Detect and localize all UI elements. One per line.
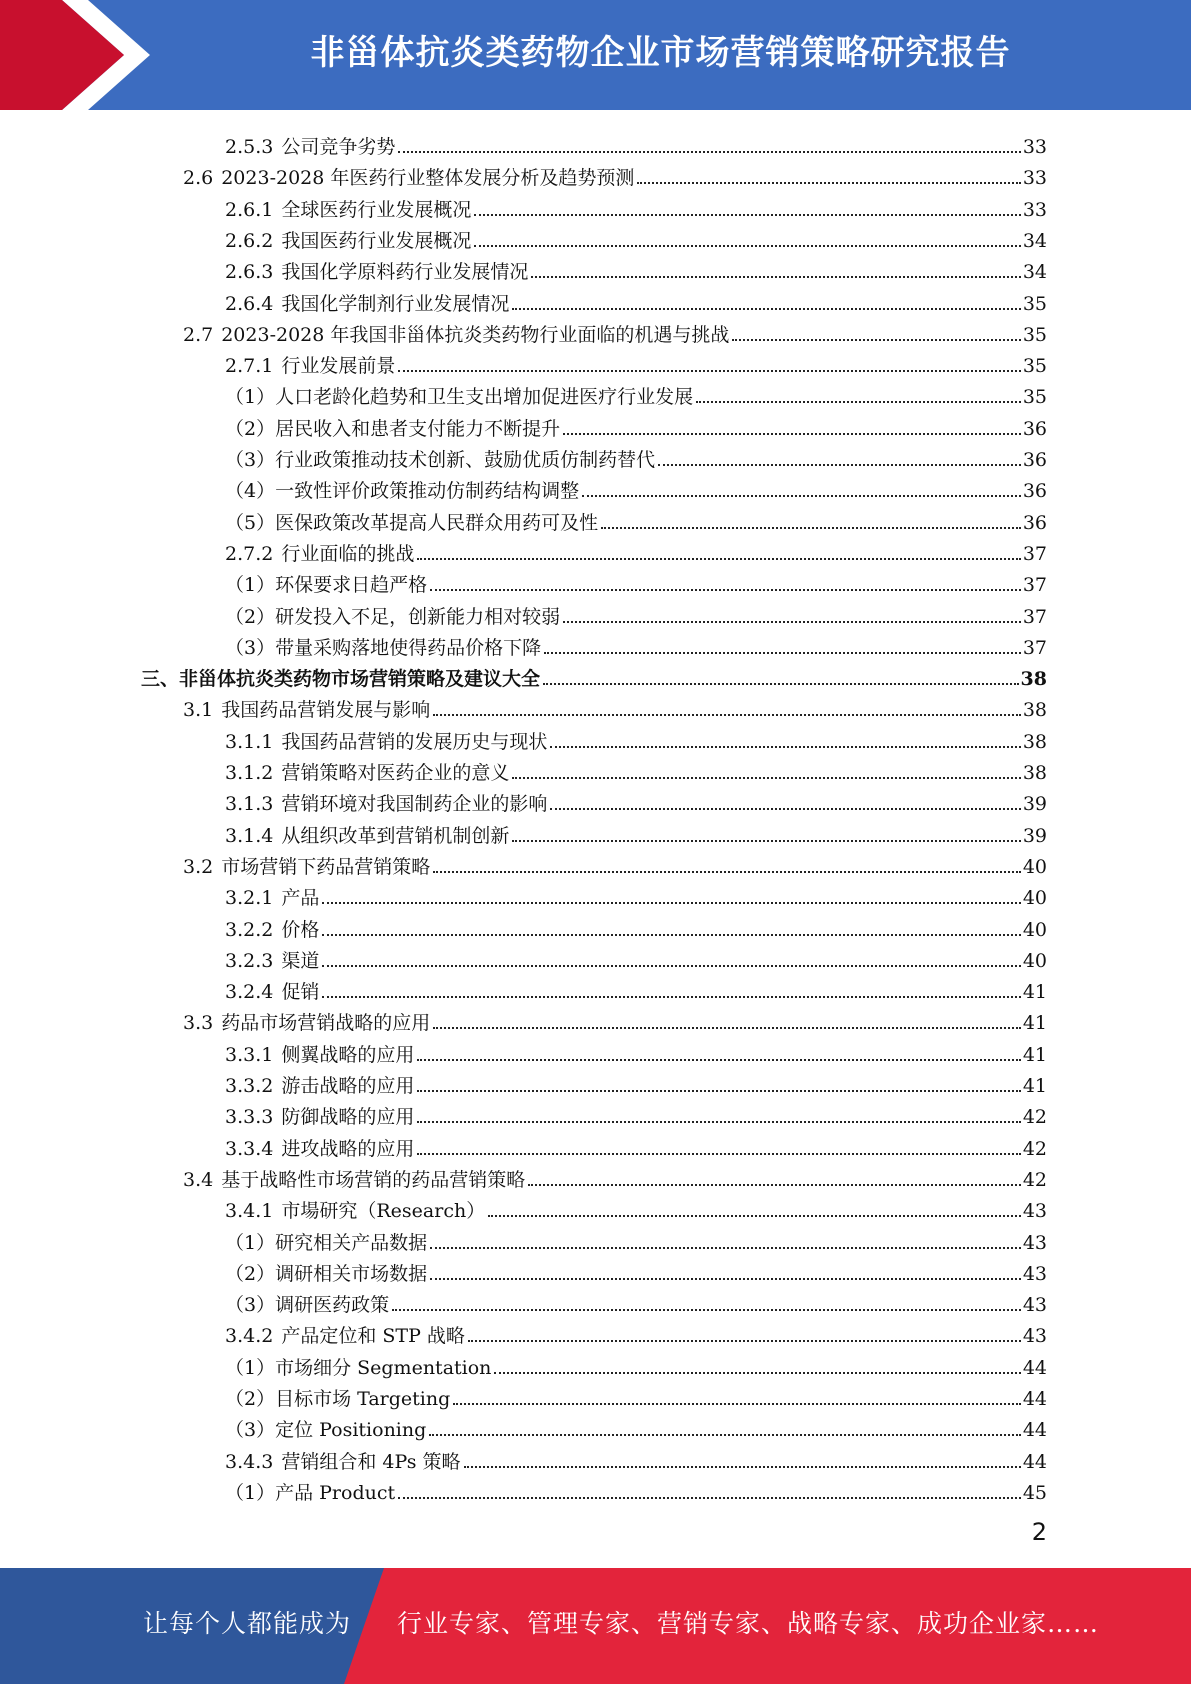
toc-entry-page: 35 (1022, 323, 1047, 346)
toc-dot-leader (430, 1278, 1021, 1280)
toc-entry-number: 2.6.2 (225, 229, 274, 252)
toc-entry-number: （5） (225, 511, 276, 534)
toc-entry[interactable] (183, 1004, 1047, 1035)
toc-dot-leader (563, 433, 1021, 435)
toc-entry-page: 43 (1022, 1325, 1047, 1348)
toc-entry-title: 调研相关市场数据 (275, 1262, 428, 1285)
toc-dot-leader (417, 1121, 1020, 1123)
toc-entry-page: 34 (1022, 261, 1047, 284)
toc-dot-leader (528, 1184, 1021, 1186)
toc-entry-number: 3.4.2 (225, 1325, 274, 1348)
toc-dot-leader (543, 683, 1019, 685)
toc-entry-page: 40 (1022, 887, 1047, 910)
toc-entry-page: 36 (1022, 449, 1047, 471)
toc-entry[interactable] (225, 1067, 1047, 1098)
toc-entry-number: （3） (225, 1294, 276, 1317)
toc-dot-leader (433, 1027, 1021, 1029)
toc-dot-leader (417, 558, 1020, 560)
toc-entry-page: 41 (1022, 1043, 1047, 1066)
toc-entry-title: 定位 Positioning (275, 1419, 427, 1442)
toc-entry-title: 营销组合和 4Ps 策略 (281, 1450, 461, 1473)
toc-entry-title: 行业政策推动技术创新、鼓励优质仿制药替代 (275, 449, 656, 471)
toc-entry-title: 研究相关产品数据 (275, 1231, 428, 1254)
toc-entry-number: 3.1.3 (225, 793, 274, 816)
toc-entry-page: 44 (1022, 1388, 1047, 1410)
toc-dot-leader (398, 370, 1020, 372)
toc-entry-title: 我国化学原料药行业发展情况 (281, 261, 529, 284)
toc-entry[interactable] (225, 472, 1047, 503)
toc-entry[interactable] (225, 817, 1047, 848)
toc-entry[interactable] (225, 566, 1047, 597)
toc-dot-leader (430, 589, 1021, 591)
toc-dot-leader (582, 495, 1021, 497)
toc-entry[interactable] (225, 378, 1047, 409)
toc-entry-title: 防御战略的应用 (281, 1106, 415, 1129)
toc-entry[interactable] (225, 1411, 1047, 1442)
toc-entry-title: 公司竞争劣势 (281, 136, 396, 158)
toc-dot-leader (464, 1466, 1021, 1468)
toc-dot-leader (696, 401, 1021, 403)
toc-entry-number: 3.2 (183, 855, 214, 878)
toc-entry-page: 41 (1022, 1012, 1047, 1035)
toc-entry[interactable] (225, 723, 1047, 754)
toc-entry-title: 营销策略对医药企业的意义 (281, 762, 510, 784)
toc-entry[interactable] (225, 942, 1047, 973)
toc-dot-leader (512, 840, 1020, 842)
toc-entry-number: 3.2.3 (225, 949, 274, 972)
toc-entry-number: 3.1.4 (225, 824, 274, 847)
toc-entry[interactable] (225, 911, 1047, 942)
toc-entry-number: 2.7.1 (225, 355, 274, 378)
toc-dot-leader (322, 902, 1020, 904)
toc-entry-number: 2.7.2 (225, 542, 274, 565)
toc-entry-number: 3.3.1 (225, 1043, 274, 1066)
toc-entry-page: 39 (1022, 824, 1047, 847)
toc-entry-number: 3.2.1 (225, 887, 274, 910)
toc-dot-leader (322, 965, 1020, 967)
toc-entry-title: 我国化学制剂行业发展情况 (281, 292, 510, 315)
toc-dot-leader (433, 714, 1021, 716)
page-header-banner (0, 0, 1191, 110)
toc-entry[interactable] (225, 1443, 1047, 1474)
report-title: 非甾体抗炎类药物企业市场营销策略研究报告 (310, 33, 1011, 73)
toc-entry[interactable] (225, 285, 1047, 316)
toc-entry-number: 2.6.1 (225, 198, 274, 221)
toc-entry-page: 40 (1022, 918, 1047, 941)
toc-dot-leader (429, 1434, 1021, 1436)
toc-entry-title: 环保要求日趋严格 (275, 574, 428, 597)
toc-entry-number: 3.3.2 (225, 1075, 274, 1097)
toc-entry-number: （2） (225, 417, 276, 440)
toc-entry-title: 营销环境对我国制药企业的影响 (281, 793, 548, 816)
toc-dot-leader (417, 1059, 1020, 1061)
toc-entry[interactable] (225, 128, 1047, 159)
toc-entry-title: 人口老龄化趋势和卫生支出增加促进医疗行业发展 (275, 386, 694, 409)
toc-dot-leader (658, 464, 1021, 466)
toc-entry-page: 44 (1022, 1450, 1047, 1473)
toc-entry[interactable] (225, 785, 1047, 816)
toc-entry-page: 33 (1022, 198, 1047, 221)
toc-entry-page: 35 (1022, 355, 1047, 378)
toc-entry[interactable] (183, 316, 1047, 347)
toc-entry[interactable] (225, 1349, 1047, 1380)
toc-entry-title: 产品定位和 STP 战略 (281, 1325, 465, 1348)
toc-entry-number: 2.5.3 (225, 136, 274, 158)
toc-dot-leader (398, 151, 1020, 153)
toc-entry[interactable] (225, 535, 1047, 566)
toc-entry-title: 药品市场营销战略的应用 (221, 1012, 431, 1035)
toc-entry[interactable] (225, 1192, 1047, 1223)
toc-entry-page: 33 (1022, 167, 1047, 190)
toc-entry-title: 渠道 (281, 949, 320, 972)
toc-entry[interactable] (225, 1317, 1047, 1348)
toc-entry[interactable] (225, 1474, 1047, 1505)
toc-entry-page: 41 (1022, 1075, 1047, 1097)
footer-slogan-left: 让每个人都能成为 (143, 1609, 352, 1638)
toc-entry-title: 进攻战略的应用 (281, 1137, 415, 1160)
toc-entry-title: 全球医药行业发展概况 (281, 198, 472, 221)
toc-dot-leader (494, 1372, 1020, 1374)
toc-dot-leader (453, 1403, 1021, 1405)
toc-dot-leader (474, 245, 1020, 247)
toc-entry-number: （1） (225, 1231, 276, 1254)
toc-dot-leader (322, 934, 1020, 936)
toc-entry-page: 38 (1022, 699, 1047, 722)
toc-entry[interactable] (225, 504, 1047, 535)
toc-entry[interactable] (225, 1036, 1047, 1067)
toc-entry-page: 36 (1022, 511, 1047, 534)
toc-entry-page: 42 (1022, 1106, 1047, 1129)
toc-entry[interactable] (225, 629, 1047, 660)
toc-entry-number: 3.3.3 (225, 1106, 274, 1129)
toc-entry-page: 44 (1022, 1356, 1047, 1379)
toc-entry[interactable] (183, 159, 1047, 190)
toc-entry-title: 侧翼战略的应用 (281, 1043, 415, 1066)
footer-slogan-right: 行业专家、管理专家、营销专家、战略专家、成功企业家…… (397, 1609, 1100, 1638)
toc-entry[interactable] (225, 1255, 1047, 1286)
toc-entry[interactable] (225, 1224, 1047, 1255)
toc-entry-title: 非甾体抗炎类药物市场营销策略及建议大全 (179, 668, 541, 691)
toc-entry-title: 医保政策改革提高人民群众用药可及性 (275, 511, 599, 534)
toc-entry-title: 从组织改革到营销机制创新 (281, 824, 510, 847)
toc-entry[interactable] (225, 191, 1047, 222)
toc-entry[interactable] (225, 1098, 1047, 1129)
toc-entry-page: 36 (1022, 417, 1047, 440)
toc-dot-leader (468, 1340, 1021, 1342)
toc-dot-leader (322, 996, 1020, 998)
toc-entry-page: 34 (1022, 229, 1047, 252)
toc-entry-number: （3） (225, 449, 276, 471)
toc-dot-leader (544, 652, 1021, 654)
toc-entry-title: 促销 (281, 981, 320, 1004)
toc-entry-number: 3.4 (183, 1168, 214, 1191)
toc-entry-page: 38 (1022, 762, 1047, 784)
toc-dot-leader (512, 777, 1020, 779)
page-number: 2 (1031, 1518, 1047, 1546)
toc-entry-number: （1） (225, 574, 276, 597)
toc-entry-number: 2.6 (183, 167, 214, 190)
toc-entry-number: 2.6.4 (225, 292, 274, 315)
toc-entry-page: 42 (1022, 1168, 1047, 1191)
toc-entry-title: 带量采购落地使得药品价格下降 (275, 636, 542, 659)
toc-entry-title: 一致性评价政策推动仿制药结构调整 (275, 480, 580, 503)
toc-entry-title: 目标市场 Targeting (275, 1388, 451, 1410)
toc-entry-number: 3.1.1 (225, 730, 274, 753)
toc-dot-leader (732, 339, 1020, 341)
toc-entry-number: （3） (225, 636, 276, 659)
toc-entry-title: 行业发展前景 (281, 355, 396, 378)
toc-entry-title: 游击战略的应用 (281, 1075, 415, 1097)
toc-dot-leader (417, 1153, 1020, 1155)
toc-entry-page: 35 (1022, 386, 1047, 409)
toc-entry-page: 45 (1022, 1481, 1047, 1504)
toc-dot-leader (417, 1090, 1020, 1092)
toc-entry-page: 37 (1022, 636, 1047, 659)
toc-dot-leader (488, 1215, 1021, 1217)
toc-dot-leader (531, 276, 1020, 278)
toc-entry[interactable] (141, 660, 1047, 691)
toc-entry-page: 40 (1022, 949, 1047, 972)
toc-entry-title: 研发投入不足，创新能力相对较弱 (275, 605, 561, 628)
toc-dot-leader (550, 808, 1020, 810)
page-footer-banner (0, 1568, 1191, 1684)
toc-entry-number: 3.4.1 (225, 1200, 274, 1223)
toc-entry-number: 3.2.4 (225, 981, 274, 1004)
toc-entry[interactable] (225, 441, 1047, 472)
toc-entry-title: 我国药品营销的发展历史与现状 (281, 730, 548, 753)
toc-dot-leader (430, 1247, 1021, 1249)
toc-entry-title: 2023-2028 年医药行业整体发展分析及趋势预测 (221, 167, 635, 190)
toc-entry[interactable] (225, 754, 1047, 785)
toc-entry[interactable] (225, 1130, 1047, 1161)
toc-entry-number: （4） (225, 480, 276, 503)
toc-entry-page: 35 (1022, 292, 1047, 315)
toc-entry-page: 42 (1022, 1137, 1047, 1160)
toc-entry-number: 2.7 (183, 323, 214, 346)
toc-dot-leader (550, 746, 1020, 748)
toc-entry-number: 3.4.3 (225, 1450, 274, 1473)
toc-entry[interactable] (225, 222, 1047, 253)
toc-dot-leader (474, 214, 1020, 216)
toc-entry-page: 38 (1022, 730, 1047, 753)
toc-entry-page: 37 (1022, 605, 1047, 628)
toc-entry-page: 37 (1022, 574, 1047, 597)
toc-dot-leader (433, 871, 1021, 873)
toc-entry-title: 调研医药政策 (275, 1294, 390, 1317)
toc-entry[interactable] (225, 1286, 1047, 1317)
toc-entry-number: 3.3 (183, 1012, 214, 1035)
toc-entry[interactable] (225, 253, 1047, 284)
toc-entry-number: 3.3.4 (225, 1137, 274, 1160)
toc-entry-number: （1） (225, 1481, 276, 1504)
toc-entry-number: 3.1.2 (225, 762, 274, 784)
toc-entry-title: 市场细分 Segmentation (275, 1356, 492, 1379)
toc-entry[interactable] (225, 598, 1047, 629)
toc-entry-number: 2.6.3 (225, 261, 274, 284)
toc-entry-page: 41 (1022, 981, 1047, 1004)
toc-entry-page: 40 (1022, 855, 1047, 878)
toc-entry-page: 43 (1022, 1262, 1047, 1285)
toc-entry[interactable] (183, 691, 1047, 722)
toc-entry[interactable] (225, 347, 1047, 378)
toc-entry-title: 产品 Product (275, 1481, 396, 1504)
toc-entry-title: 市場研究（Research） (281, 1200, 486, 1223)
toc-entry-title: 价格 (281, 918, 320, 941)
toc-entry-title: 我国医药行业发展概况 (281, 229, 472, 252)
toc-entry-number: （2） (225, 1388, 276, 1410)
toc-entry-number: 3.2.2 (225, 918, 274, 941)
toc-entry-number: （1） (225, 386, 276, 409)
toc-entry-title: 我国药品营销发展与影响 (221, 699, 431, 722)
toc-dot-leader (398, 1497, 1021, 1499)
toc-entry-number: （2） (225, 605, 276, 628)
toc-dot-leader (392, 1309, 1021, 1311)
toc-dot-leader (563, 621, 1021, 623)
toc-entry-number: （2） (225, 1262, 276, 1285)
toc-entry-page: 33 (1022, 136, 1047, 158)
toc-entry[interactable] (183, 1161, 1047, 1192)
toc-entry[interactable] (183, 848, 1047, 879)
toc-entry-title: 产品 (281, 887, 320, 910)
toc-entry-page: 43 (1022, 1294, 1047, 1317)
toc-entry-page: 37 (1022, 542, 1047, 565)
toc-entry-number: （3） (225, 1419, 276, 1442)
toc-entry-page: 43 (1022, 1200, 1047, 1223)
toc-entry-page: 38 (1020, 668, 1047, 691)
toc-entry-title: 市场营销下药品营销策略 (221, 855, 431, 878)
toc-entry-page: 39 (1022, 793, 1047, 816)
toc-entry-page: 36 (1022, 480, 1047, 503)
toc-entry-page: 43 (1022, 1231, 1047, 1254)
toc-entry-title: 2023-2028 年我国非甾体抗炎类药物行业面临的机遇与挑战 (221, 323, 730, 346)
toc-entry[interactable] (225, 410, 1047, 441)
toc-entry-number: （1） (225, 1356, 276, 1379)
toc-entry[interactable] (225, 973, 1047, 1004)
toc-entry-number: 三、 (141, 668, 180, 691)
toc-dot-leader (601, 527, 1021, 529)
toc-entry-page: 44 (1022, 1419, 1047, 1442)
toc-entry-title: 行业面临的挑战 (281, 542, 415, 565)
toc-entry[interactable] (225, 879, 1047, 910)
toc-dot-leader (512, 308, 1020, 310)
toc-entry-number: 3.1 (183, 699, 214, 722)
toc-entry[interactable] (225, 1380, 1047, 1411)
toc-entry-title: 基于战略性市场营销的药品营销策略 (221, 1168, 526, 1191)
toc-entry-title: 居民收入和患者支付能力不断提升 (275, 417, 561, 440)
toc-dot-leader (637, 182, 1020, 184)
